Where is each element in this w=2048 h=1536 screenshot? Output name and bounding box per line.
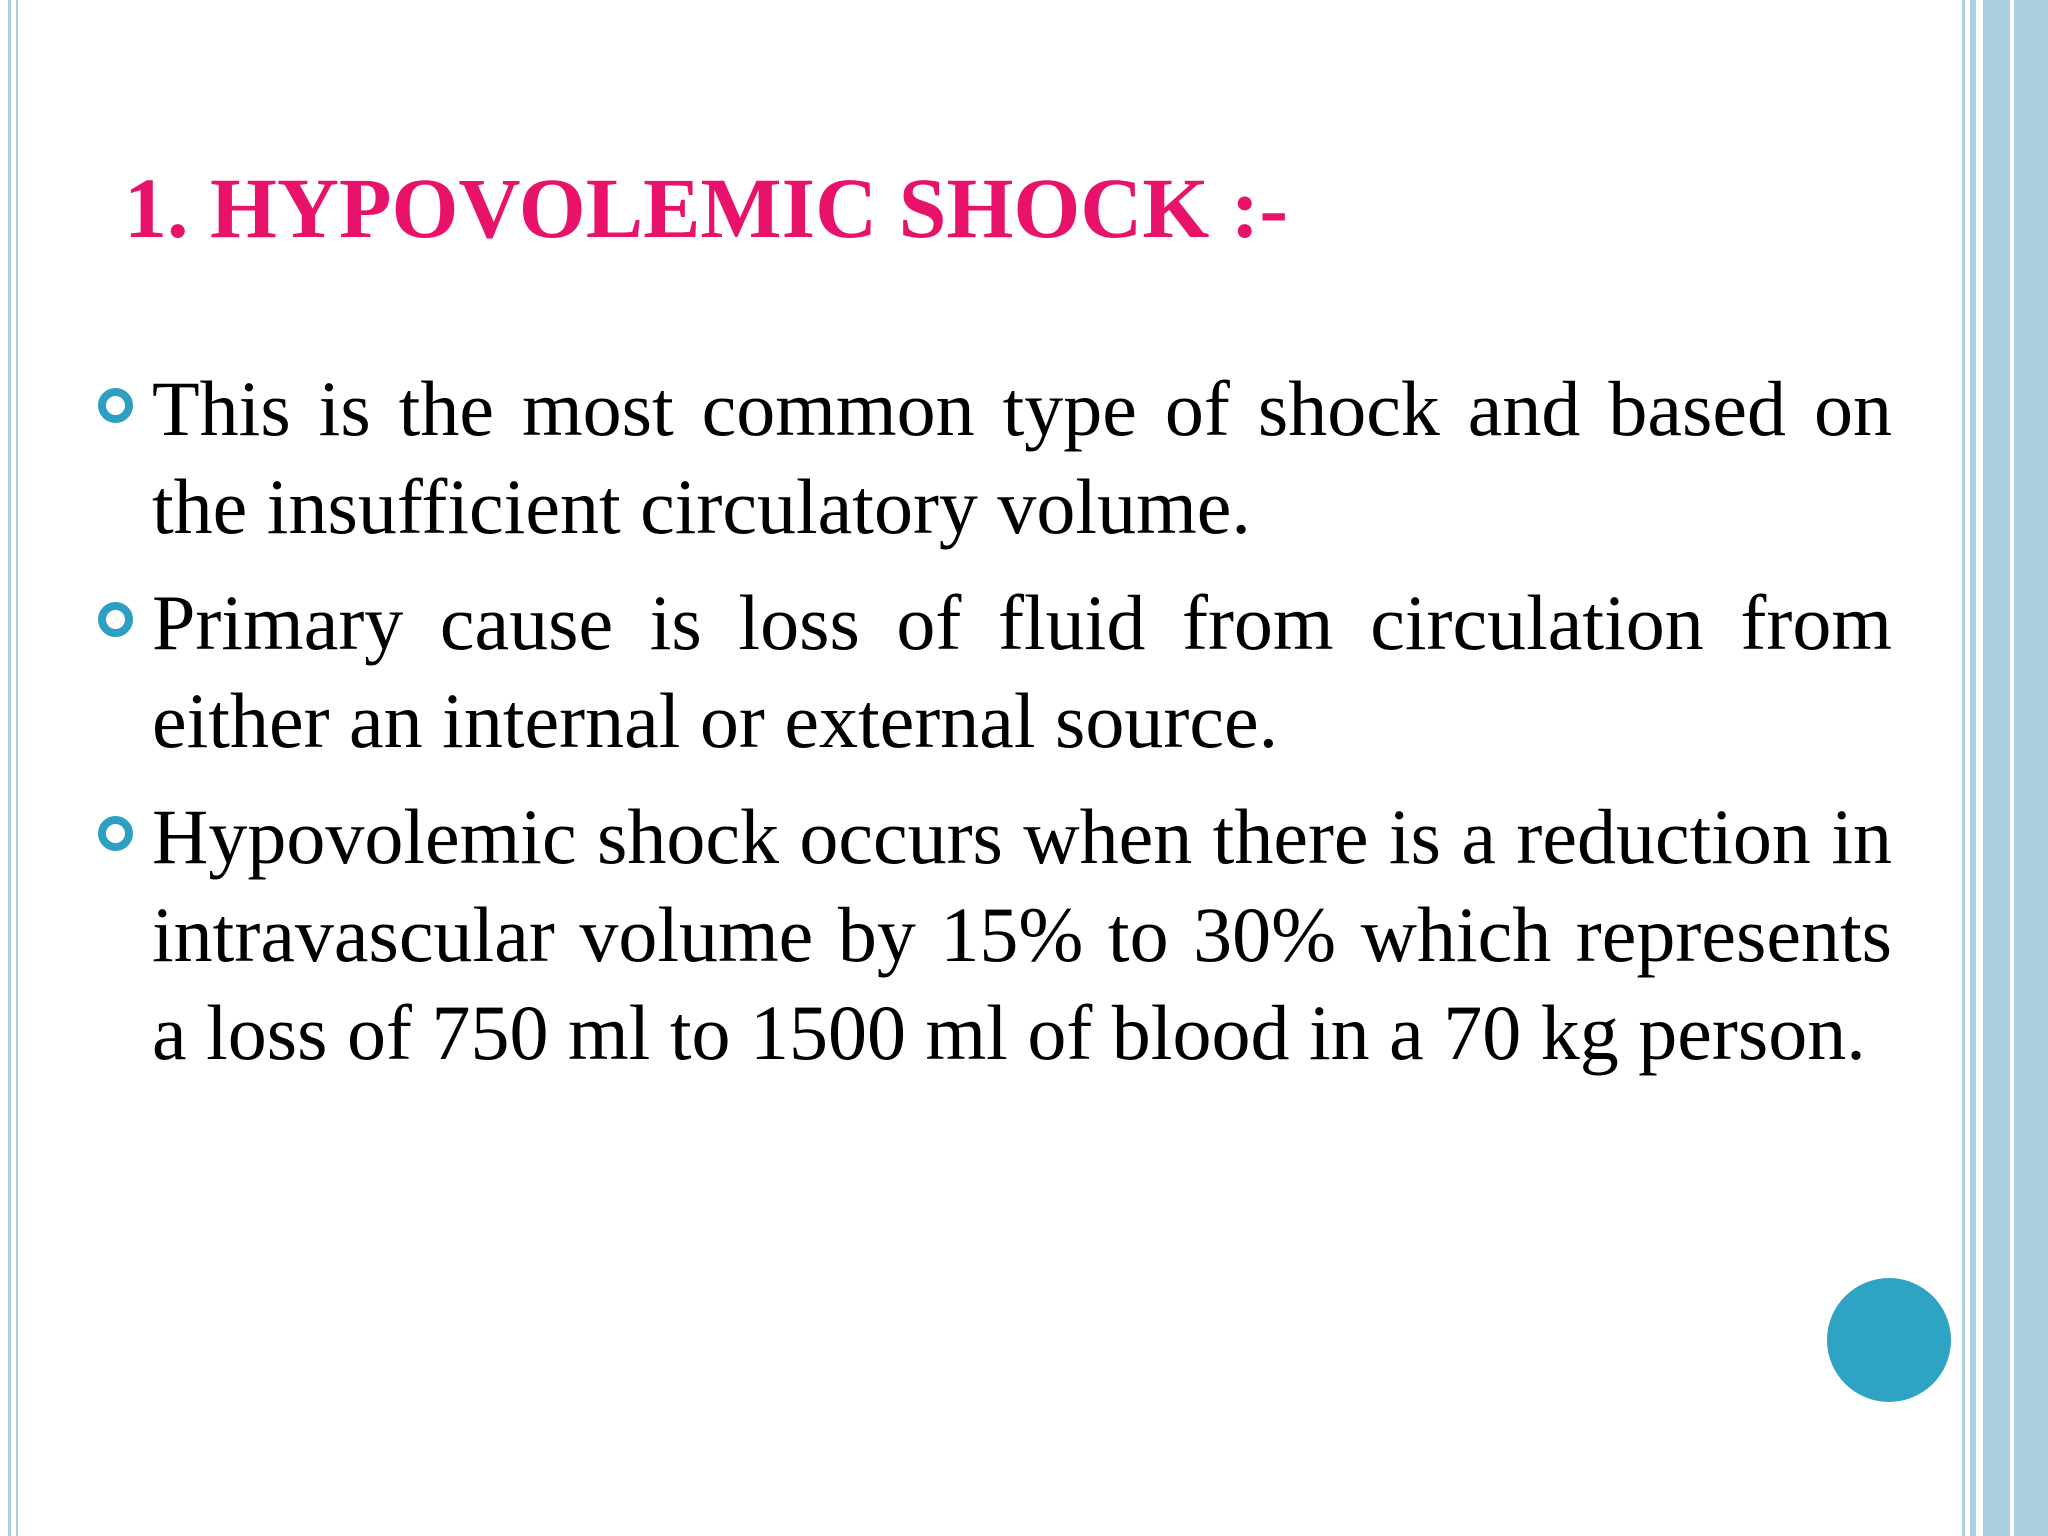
bullet-item (96, 788, 1892, 1082)
ring-bullet-icon (98, 602, 133, 637)
bullet-item (96, 360, 1892, 556)
right-border-stripe (1962, 0, 1965, 1536)
bullet-text: This is the most common type of shock and based on the insufficient circulatory volume. (152, 365, 1892, 550)
bullet-text: Primary cause is loss of fluid from circulation from either an internal or external source. (152, 579, 1892, 764)
ring-bullet-icon (98, 388, 133, 423)
left-border-line (16, 0, 18, 1536)
bullet-item (96, 574, 1892, 770)
bullet-list (96, 360, 1892, 1100)
slide-title: 1. HYPOVOLEMIC SHOCK :- (124, 160, 1289, 256)
bullet-text: Hypovolemic shock occurs when there is a reduction in intravascular volume by 15% to 30% which represents a loss of 750 ml to 1500 ml of blood in a 70 kg person. (152, 793, 1892, 1076)
ring-bullet-icon (98, 816, 133, 851)
left-border-line (8, 0, 11, 1536)
decorative-circle (1827, 1278, 1951, 1402)
right-border-gap (2010, 0, 2014, 1536)
right-border-band (1983, 0, 2048, 1536)
right-border-stripe (1970, 0, 1976, 1536)
